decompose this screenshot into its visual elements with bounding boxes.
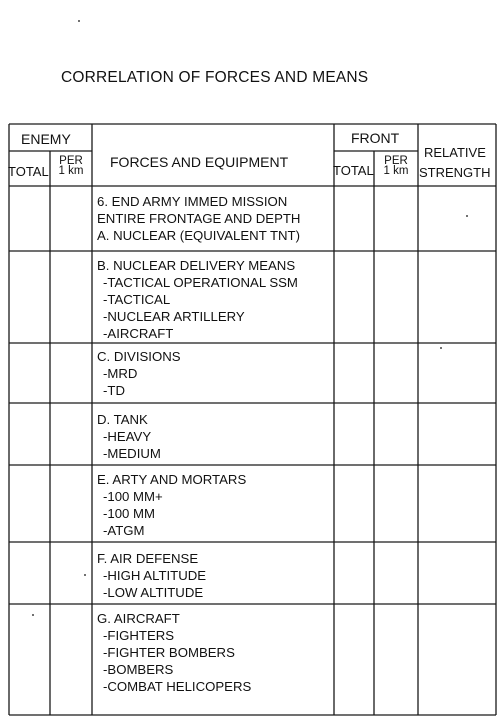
front-header: FRONT: [351, 130, 400, 146]
row-line: ENTIRE FRONTAGE AND DEPTH: [97, 211, 301, 226]
row-line: -HIGH ALTITUDE: [103, 568, 207, 583]
enemy-per-header: [52, 156, 90, 176]
front-per-label: PER: [384, 155, 408, 167]
row-line: F. AIR DEFENSE: [97, 551, 199, 566]
strength-header: STRENGTH: [419, 165, 491, 180]
enemy-per-unit: 1 km: [58, 165, 84, 177]
row-line: -NUCLEAR ARTILLERY: [103, 309, 245, 324]
row-line: -AIRCRAFT: [103, 326, 174, 341]
row-line: -MRD: [103, 366, 138, 381]
row-line: C. DIVISIONS: [97, 349, 181, 364]
row-line: -TD: [103, 383, 125, 398]
row-line: -COMBAT HELICOPERS: [103, 679, 252, 694]
row-line: -TACTICAL: [103, 292, 171, 307]
row-divisions: [97, 348, 181, 399]
row-line: -MEDIUM: [103, 446, 161, 461]
enemy-total-header: TOTAL: [8, 164, 49, 179]
row-line: 6. END ARMY IMMED MISSION: [97, 194, 288, 209]
enemy-header: ENEMY: [21, 131, 71, 147]
row-line: -BOMBERS: [103, 662, 174, 677]
row-line: -100 MM+: [103, 489, 163, 504]
row-line: D. TANK: [97, 412, 148, 427]
row-line: E. ARTY AND MORTARS: [97, 472, 247, 487]
front-per-unit: 1 km: [383, 165, 409, 177]
row-line: G. AIRCRAFT: [97, 611, 180, 626]
row-line: -LOW ALTITUDE: [103, 585, 204, 600]
row-arty-mortars: [97, 471, 246, 539]
row-line: -FIGHTER BOMBERS: [103, 645, 235, 660]
front-per-header: [376, 156, 416, 176]
row-line: -HEAVY: [103, 429, 152, 444]
row-line: -100 MM: [103, 506, 156, 521]
row-line: B. NUCLEAR DELIVERY MEANS: [97, 258, 296, 273]
front-total-header: TOTAL: [333, 163, 374, 178]
row-nuclear-delivery: [97, 257, 298, 342]
row-line: -ATGM: [103, 523, 145, 538]
enemy-per-label: PER: [59, 155, 83, 167]
row-aircraft: [97, 610, 251, 695]
forces-header: FORCES AND EQUIPMENT: [110, 154, 289, 170]
row-line: A. NUCLEAR (EQUIVALENT TNT): [97, 228, 300, 243]
document-title: CORRELATION OF FORCES AND MEANS: [61, 69, 369, 86]
relative-header: RELATIVE: [424, 145, 486, 160]
row-air-defense: [97, 550, 206, 601]
row-nuclear: [97, 193, 300, 244]
row-line: -FIGHTERS: [103, 628, 175, 643]
row-tank: [97, 411, 161, 462]
row-line: -TACTICAL OPERATIONAL SSM: [103, 275, 298, 290]
